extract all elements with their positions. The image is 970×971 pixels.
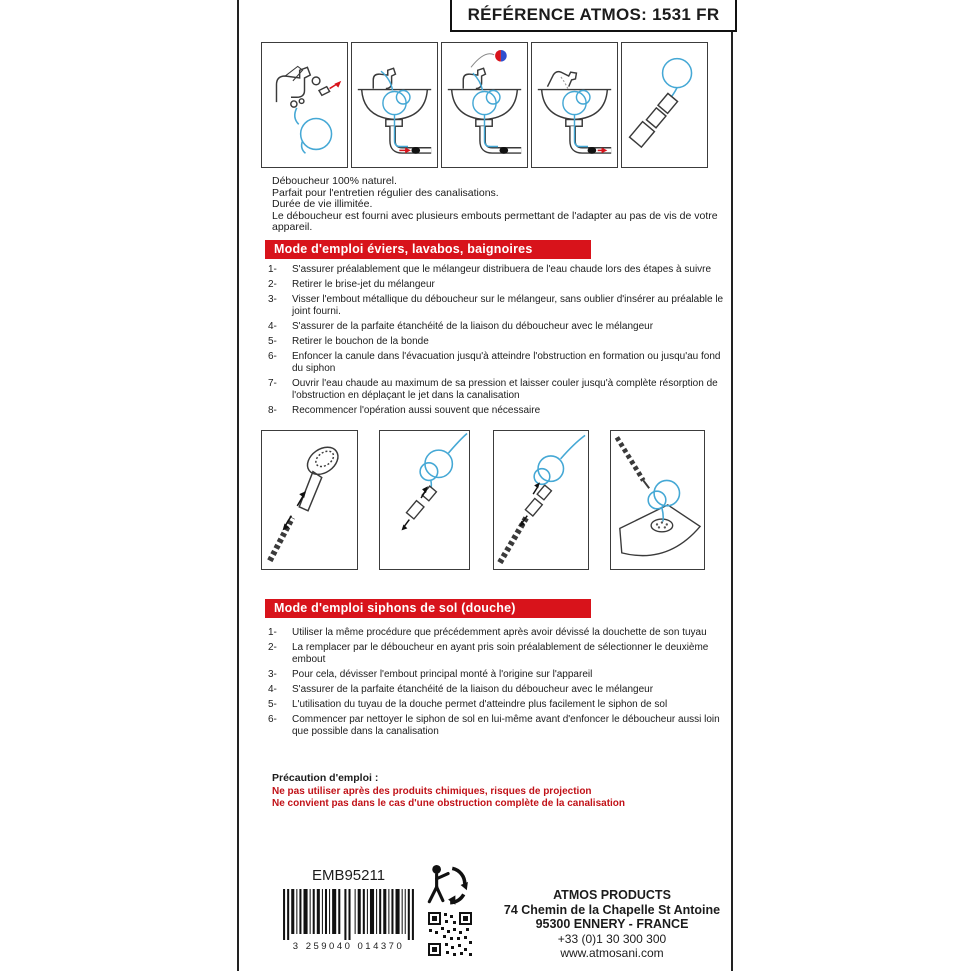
section-banner-floor	[265, 599, 591, 618]
step-item: 3- Pour cela, dévisser l'embout principal monté à l'origine sur l'appareil	[268, 669, 593, 680]
barcode-digits: 3 259040 014370	[292, 941, 405, 952]
reference-title: RÉFÉRENCE ATMOS: 1531 FR	[467, 5, 720, 24]
intro-line: Le déboucheur est fourni avec plusieurs embouts permettant de l'adapter au pas de vis de votre appareil.	[272, 209, 718, 234]
intro-text	[272, 176, 727, 234]
step-item: 5- Retirer le bouchon de la bonde	[268, 336, 429, 347]
shower-head-remove-drawing	[262, 431, 357, 569]
illustration-sink-insert	[351, 42, 438, 168]
illustration-shower-head-remove	[261, 430, 358, 570]
hose-adapter-select-drawing	[380, 431, 469, 569]
triman-drawing	[421, 860, 471, 910]
illustration-sink-hot-water	[441, 42, 528, 168]
company-name: ATMOS PRODUCTS	[553, 888, 671, 902]
intro-line: Durée de vie illimitée.	[272, 198, 373, 211]
step-item: 1- Utiliser la même procédure que précédemment après avoir dévissé la douchette de son tuyau	[268, 627, 707, 638]
step-item: 8- Recommencer l'opération aussi souvent que nécessaire	[268, 405, 541, 416]
intro-line: Déboucheur 100% naturel.	[272, 175, 397, 187]
illustration-hose-adapter-select	[379, 430, 470, 570]
qr-code-icon	[426, 910, 474, 958]
step-item: 5- L'utilisation du tuyau de la douche permet d'atteindre plus facilement le siphon de sol	[268, 699, 668, 710]
ean-barcode-icon	[281, 889, 416, 939]
qr-drawing	[426, 910, 474, 958]
shower-hose-attach-drawing	[494, 431, 588, 569]
company-phone: +33 (0)1 30 300 300	[557, 931, 667, 946]
illustration-tap-attach	[261, 42, 348, 168]
tap-attach-drawing	[262, 43, 347, 167]
steps-list-floor	[268, 627, 725, 741]
section-title-sinks: Mode d'emploi éviers, lavabos, baignoires	[274, 242, 533, 256]
intro-line: Parfait pour l'entretien régulier des canalisations.	[272, 186, 499, 199]
hose-adapters-drawing	[622, 43, 707, 167]
sink-flush-drawing	[532, 43, 617, 167]
emb-code: EMB95211	[311, 867, 386, 884]
section-banner-sinks	[265, 240, 591, 259]
step-item: 3- Visser l'embout métallique du déboucheur sur le mélangeur, sans oublier d'insérer au préalable le joint fourni.	[268, 294, 724, 317]
illustration-row-sinks	[261, 42, 708, 168]
section-title-floor: Mode d'emploi siphons de sol (douche)	[274, 601, 516, 615]
steps-list-sinks	[268, 264, 725, 420]
step-item: 1- S'assurer préalablement que le mélangeur distribuera de l'eau chaude lors des étapes à suivre	[268, 264, 712, 275]
step-item: 4- S'assurer de la parfaite étanchéité de la liaison du déboucheur avec le mélangeur	[268, 684, 654, 695]
reference-title-box	[450, 0, 737, 32]
illustration-floor-drain	[610, 430, 705, 570]
barcode-bars	[281, 889, 416, 940]
precaution-title: Précaution d'emploi :	[272, 772, 379, 784]
floor-drain-drawing	[611, 431, 704, 569]
company-address-block	[492, 888, 732, 961]
illustration-shower-hose-attach	[493, 430, 589, 570]
company-street: 74 Chemin de la Chapelle St Antoine	[503, 902, 721, 917]
company-website: www.atmosani.com	[560, 946, 664, 960]
step-item: 7- Ouvrir l'eau chaude au maximum de sa pression et laisser couler jusqu'à complète résorption de l'obstruction en déplaçant le jet dans la canalisation	[268, 378, 718, 401]
illustration-sink-flush	[531, 42, 618, 168]
precaution-block	[272, 772, 712, 810]
triman-recycling-icon	[421, 860, 471, 910]
precaution-warning: Ne pas utiliser après des produits chimiques, risques de projection	[272, 786, 592, 797]
company-city: 95300 ENNERY - FRANCE	[535, 917, 689, 931]
precaution-warning: Ne convient pas dans le cas d'une obstruction complète de la canalisation	[272, 797, 626, 809]
step-item: 2- La remplacer par le déboucheur en ayant pris soin préalablement de sélectionner le deuxième embout	[268, 642, 709, 665]
step-item: 6- Enfoncer la canule dans l'évacuation jusqu'à atteindre l'obstruction en formation ou jusqu'au fond du siphon	[268, 351, 721, 374]
step-item: 6- Commencer par nettoyer le siphon de sol en lui-même avant d'enfoncer le déboucheur aussi loin que possible dans la canalisation	[268, 714, 720, 737]
sink-insert-drawing	[352, 43, 437, 167]
illustration-hose-adapters	[621, 42, 708, 168]
step-item: 4- S'assurer de la parfaite étanchéité de la liaison du déboucheur avec le mélangeur	[268, 321, 654, 332]
step-item: 2- Retirer le brise-jet du mélangeur	[268, 279, 435, 290]
sink-hot-water-drawing	[442, 43, 527, 167]
